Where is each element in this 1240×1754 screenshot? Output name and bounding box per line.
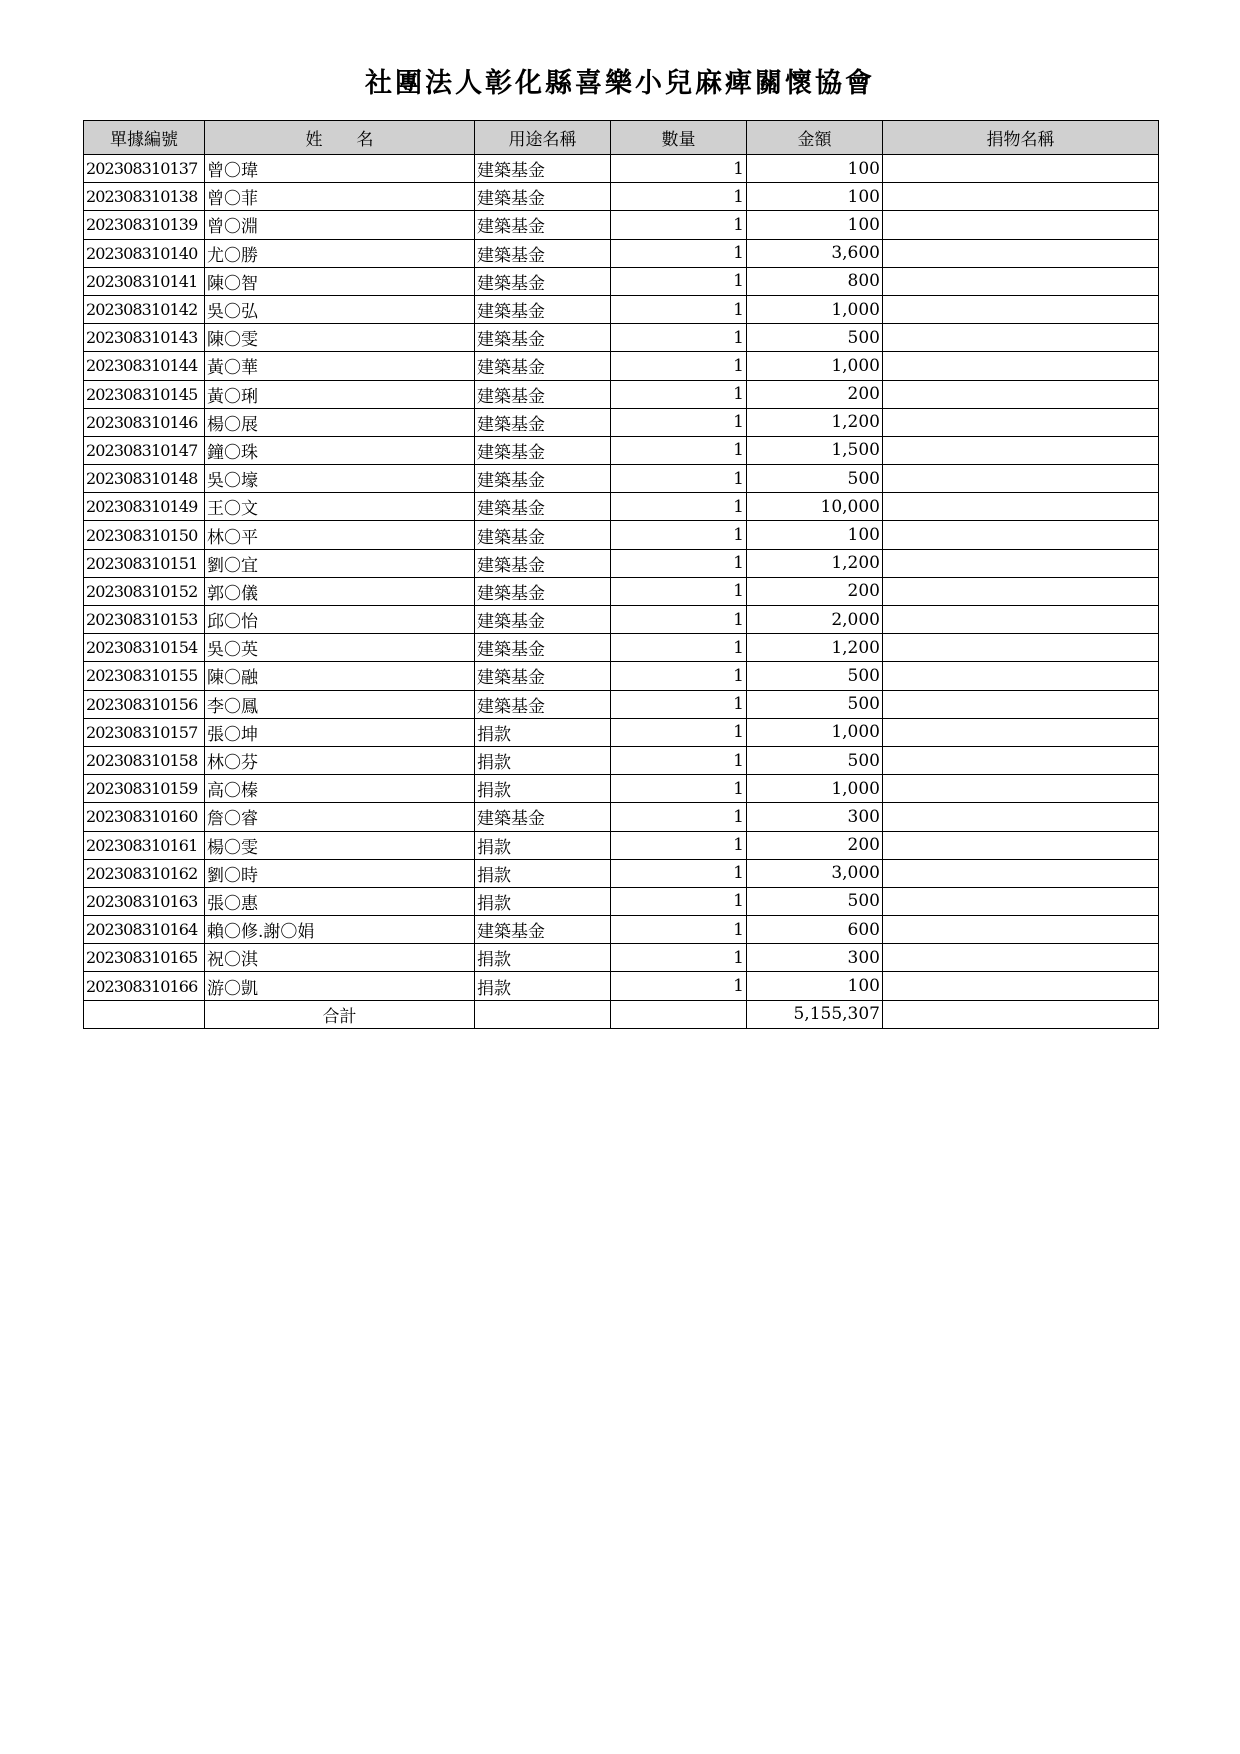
amount-cell: 1,500: [747, 436, 883, 464]
purpose-cell: 建築基金: [475, 916, 611, 944]
donated-item-cell: [883, 493, 1159, 521]
donor-name-cell: 游〇凱: [205, 972, 475, 1000]
donated-item-cell: [883, 831, 1159, 859]
table-row: [84, 352, 1159, 380]
quantity-cell: 1: [611, 295, 747, 323]
receipt-number-cell: 202308310157: [84, 718, 205, 746]
purpose-cell: 建築基金: [475, 408, 611, 436]
table-row: [84, 944, 1159, 972]
table-row: [84, 549, 1159, 577]
quantity-cell: 1: [611, 183, 747, 211]
receipt-number-cell: 202308310138: [84, 183, 205, 211]
quantity-cell: 1: [611, 662, 747, 690]
table-row: [84, 183, 1159, 211]
donated-item-cell: [883, 183, 1159, 211]
total-id-cell: [84, 1000, 205, 1028]
receipt-number-cell: 202308310142: [84, 295, 205, 323]
donor-name-cell: 黃〇琍: [205, 380, 475, 408]
donor-name-cell: 林〇芬: [205, 746, 475, 774]
donated-item-cell: [883, 577, 1159, 605]
quantity-cell: 1: [611, 690, 747, 718]
purpose-cell: 建築基金: [475, 239, 611, 267]
donated-item-cell: [883, 380, 1159, 408]
table-row: [84, 662, 1159, 690]
purpose-cell: 建築基金: [475, 662, 611, 690]
donor-name-cell: 尤〇勝: [205, 239, 475, 267]
donated-item-cell: [883, 606, 1159, 634]
purpose-cell: 建築基金: [475, 183, 611, 211]
quantity-cell: 1: [611, 239, 747, 267]
donated-item-cell: [883, 803, 1159, 831]
amount-cell: 1,000: [747, 775, 883, 803]
purpose-cell: 建築基金: [475, 690, 611, 718]
receipt-number-cell: 202308310154: [84, 634, 205, 662]
table-row: [84, 295, 1159, 323]
amount-cell: 1,200: [747, 634, 883, 662]
quantity-cell: 1: [611, 465, 747, 493]
ledger-body: [84, 155, 1159, 1001]
quantity-cell: 1: [611, 634, 747, 662]
table-row: [84, 239, 1159, 267]
donor-name-cell: 王〇文: [205, 493, 475, 521]
donated-item-cell: [883, 521, 1159, 549]
donor-name-cell: 黃〇華: [205, 352, 475, 380]
quantity-cell: 1: [611, 352, 747, 380]
receipt-number-cell: 202308310140: [84, 239, 205, 267]
amount-cell: 500: [747, 746, 883, 774]
quantity-cell: 1: [611, 155, 747, 183]
purpose-cell: 捐款: [475, 746, 611, 774]
quantity-cell: 1: [611, 916, 747, 944]
receipt-number-cell: 202308310164: [84, 916, 205, 944]
receipt-number-cell: 202308310151: [84, 549, 205, 577]
table-row: [84, 155, 1159, 183]
donor-name-cell: 李〇鳳: [205, 690, 475, 718]
quantity-cell: 1: [611, 267, 747, 295]
total-row: [84, 1000, 1159, 1028]
amount-cell: 200: [747, 831, 883, 859]
amount-cell: 3,000: [747, 859, 883, 887]
donated-item-cell: [883, 295, 1159, 323]
amount-cell: 300: [747, 803, 883, 831]
column-header-id: 單據編號: [84, 121, 205, 155]
donated-item-cell: [883, 465, 1159, 493]
column-header-purpose: 用途名稱: [475, 121, 611, 155]
quantity-cell: 1: [611, 380, 747, 408]
donated-item-cell: [883, 211, 1159, 239]
purpose-cell: 建築基金: [475, 267, 611, 295]
receipt-number-cell: 202308310152: [84, 577, 205, 605]
quantity-cell: 1: [611, 887, 747, 915]
amount-cell: 100: [747, 155, 883, 183]
donor-name-cell: 陳〇智: [205, 267, 475, 295]
amount-cell: 10,000: [747, 493, 883, 521]
quantity-cell: 1: [611, 718, 747, 746]
column-header-qty: 數量: [611, 121, 747, 155]
receipt-number-cell: 202308310160: [84, 803, 205, 831]
donor-name-cell: 張〇惠: [205, 887, 475, 915]
donor-name-cell: 郭〇儀: [205, 577, 475, 605]
table-row: [84, 916, 1159, 944]
purpose-cell: 捐款: [475, 775, 611, 803]
donor-name-cell: 劉〇宜: [205, 549, 475, 577]
purpose-cell: 建築基金: [475, 606, 611, 634]
donor-name-cell: 曾〇淵: [205, 211, 475, 239]
table-row: [84, 972, 1159, 1000]
quantity-cell: 1: [611, 972, 747, 1000]
receipt-number-cell: 202308310148: [84, 465, 205, 493]
quantity-cell: 1: [611, 408, 747, 436]
donated-item-cell: [883, 718, 1159, 746]
donated-item-cell: [883, 324, 1159, 352]
purpose-cell: 捐款: [475, 718, 611, 746]
purpose-cell: 建築基金: [475, 380, 611, 408]
donor-name-cell: 陳〇融: [205, 662, 475, 690]
purpose-cell: 捐款: [475, 972, 611, 1000]
donated-item-cell: [883, 549, 1159, 577]
purpose-cell: 建築基金: [475, 577, 611, 605]
receipt-number-cell: 202308310141: [84, 267, 205, 295]
table-row: [84, 887, 1159, 915]
donor-name-cell: 劉〇時: [205, 859, 475, 887]
donated-item-cell: [883, 746, 1159, 774]
quantity-cell: 1: [611, 577, 747, 605]
amount-cell: 1,000: [747, 352, 883, 380]
quantity-cell: 1: [611, 521, 747, 549]
amount-cell: 1,000: [747, 718, 883, 746]
table-row: [84, 521, 1159, 549]
donor-name-cell: 楊〇雯: [205, 831, 475, 859]
donated-item-cell: [883, 408, 1159, 436]
donated-item-cell: [883, 916, 1159, 944]
donor-name-cell: 曾〇菲: [205, 183, 475, 211]
header-row: [84, 121, 1159, 155]
purpose-cell: 建築基金: [475, 803, 611, 831]
column-header-name: 姓 名: [205, 121, 475, 155]
table-row: [84, 775, 1159, 803]
amount-cell: 100: [747, 521, 883, 549]
table-row: [84, 690, 1159, 718]
amount-cell: 200: [747, 380, 883, 408]
table-row: [84, 267, 1159, 295]
amount-cell: 100: [747, 972, 883, 1000]
purpose-cell: 建築基金: [475, 493, 611, 521]
donor-name-cell: 鐘〇珠: [205, 436, 475, 464]
purpose-cell: 建築基金: [475, 295, 611, 323]
donor-name-cell: 吳〇英: [205, 634, 475, 662]
document-title: 社團法人彰化縣喜樂小兒麻痺關懷協會: [365, 68, 875, 99]
table-row: [84, 324, 1159, 352]
donor-name-cell: 林〇平: [205, 521, 475, 549]
donor-name-cell: 曾〇瑋: [205, 155, 475, 183]
purpose-cell: 建築基金: [475, 549, 611, 577]
amount-cell: 2,000: [747, 606, 883, 634]
donor-name-cell: 吳〇弘: [205, 295, 475, 323]
purpose-cell: 建築基金: [475, 634, 611, 662]
table-row: [84, 606, 1159, 634]
purpose-cell: 捐款: [475, 859, 611, 887]
purpose-cell: 建築基金: [475, 155, 611, 183]
table-row: [84, 831, 1159, 859]
receipt-number-cell: 202308310161: [84, 831, 205, 859]
total-qty-cell: [611, 1000, 747, 1028]
receipt-number-cell: 202308310158: [84, 746, 205, 774]
receipt-number-cell: 202308310137: [84, 155, 205, 183]
receipt-number-cell: 202308310156: [84, 690, 205, 718]
table-row: [84, 408, 1159, 436]
purpose-cell: 建築基金: [475, 465, 611, 493]
amount-cell: 500: [747, 662, 883, 690]
donated-item-cell: [883, 239, 1159, 267]
receipt-number-cell: 202308310145: [84, 380, 205, 408]
receipt-number-cell: 202308310139: [84, 211, 205, 239]
amount-cell: 800: [747, 267, 883, 295]
table-row: [84, 746, 1159, 774]
purpose-cell: 捐款: [475, 944, 611, 972]
donated-item-cell: [883, 972, 1159, 1000]
table-row: [84, 493, 1159, 521]
quantity-cell: 1: [611, 859, 747, 887]
table-row: [84, 436, 1159, 464]
receipt-number-cell: 202308310163: [84, 887, 205, 915]
donated-item-cell: [883, 662, 1159, 690]
purpose-cell: 捐款: [475, 831, 611, 859]
donation-ledger-table: [83, 120, 1159, 1029]
purpose-cell: 建築基金: [475, 324, 611, 352]
purpose-cell: 捐款: [475, 887, 611, 915]
amount-cell: 3,600: [747, 239, 883, 267]
donor-name-cell: 張〇坤: [205, 718, 475, 746]
quantity-cell: 1: [611, 606, 747, 634]
donor-name-cell: 邱〇怡: [205, 606, 475, 634]
quantity-cell: 1: [611, 775, 747, 803]
receipt-number-cell: 202308310147: [84, 436, 205, 464]
amount-cell: 100: [747, 183, 883, 211]
table-row: [84, 465, 1159, 493]
amount-cell: 500: [747, 324, 883, 352]
receipt-number-cell: 202308310165: [84, 944, 205, 972]
receipt-number-cell: 202308310153: [84, 606, 205, 634]
donor-name-cell: 楊〇展: [205, 408, 475, 436]
column-header-amount: 金額: [747, 121, 883, 155]
donor-name-cell: 祝〇淇: [205, 944, 475, 972]
amount-cell: 300: [747, 944, 883, 972]
donor-name-cell: 吳〇壕: [205, 465, 475, 493]
quantity-cell: 1: [611, 493, 747, 521]
table-row: [84, 211, 1159, 239]
column-header-item: 捐物名稱: [883, 121, 1159, 155]
purpose-cell: 建築基金: [475, 352, 611, 380]
quantity-cell: 1: [611, 831, 747, 859]
quantity-cell: 1: [611, 211, 747, 239]
receipt-number-cell: 202308310149: [84, 493, 205, 521]
receipt-number-cell: 202308310159: [84, 775, 205, 803]
table-row: [84, 577, 1159, 605]
donated-item-cell: [883, 944, 1159, 972]
donor-name-cell: 陳〇雯: [205, 324, 475, 352]
amount-cell: 200: [747, 577, 883, 605]
total-label: 合計: [205, 1000, 475, 1028]
amount-cell: 500: [747, 690, 883, 718]
receipt-number-cell: 202308310166: [84, 972, 205, 1000]
donated-item-cell: [883, 887, 1159, 915]
donated-item-cell: [883, 352, 1159, 380]
donor-name-cell: 詹〇睿: [205, 803, 475, 831]
purpose-cell: 建築基金: [475, 211, 611, 239]
amount-cell: 100: [747, 211, 883, 239]
table-row: [84, 718, 1159, 746]
amount-cell: 1,200: [747, 408, 883, 436]
donated-item-cell: [883, 775, 1159, 803]
receipt-number-cell: 202308310155: [84, 662, 205, 690]
donated-item-cell: [883, 155, 1159, 183]
quantity-cell: 1: [611, 944, 747, 972]
amount-cell: 1,200: [747, 549, 883, 577]
table-row: [84, 634, 1159, 662]
receipt-number-cell: 202308310143: [84, 324, 205, 352]
donor-name-cell: 高〇榛: [205, 775, 475, 803]
receipt-number-cell: 202308310146: [84, 408, 205, 436]
total-purpose-cell: [475, 1000, 611, 1028]
quantity-cell: 1: [611, 549, 747, 577]
amount-cell: 600: [747, 916, 883, 944]
table-row: [84, 803, 1159, 831]
donated-item-cell: [883, 690, 1159, 718]
quantity-cell: 1: [611, 436, 747, 464]
receipt-number-cell: 202308310150: [84, 521, 205, 549]
quantity-cell: 1: [611, 746, 747, 774]
total-amount: 5,155,307: [747, 1000, 883, 1028]
donor-name-cell: 賴〇修.謝〇娟: [205, 916, 475, 944]
donated-item-cell: [883, 267, 1159, 295]
table-row: [84, 859, 1159, 887]
total-item-cell: [883, 1000, 1159, 1028]
amount-cell: 1,000: [747, 295, 883, 323]
receipt-number-cell: 202308310144: [84, 352, 205, 380]
donated-item-cell: [883, 436, 1159, 464]
table-row: [84, 380, 1159, 408]
purpose-cell: 建築基金: [475, 521, 611, 549]
purpose-cell: 建築基金: [475, 436, 611, 464]
quantity-cell: 1: [611, 324, 747, 352]
donated-item-cell: [883, 634, 1159, 662]
donated-item-cell: [883, 859, 1159, 887]
quantity-cell: 1: [611, 803, 747, 831]
receipt-number-cell: 202308310162: [84, 859, 205, 887]
amount-cell: 500: [747, 887, 883, 915]
amount-cell: 500: [747, 465, 883, 493]
